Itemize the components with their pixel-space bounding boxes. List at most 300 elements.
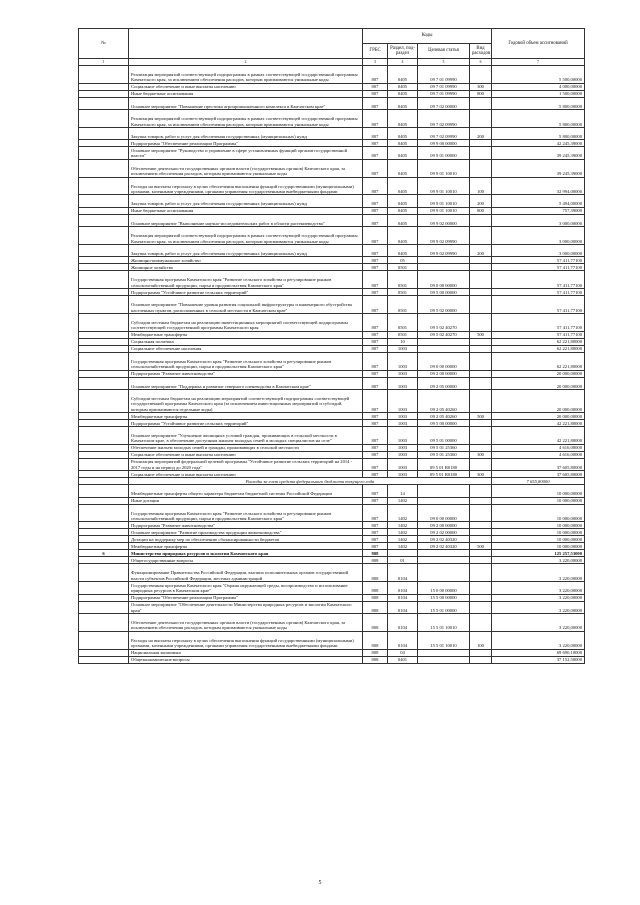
row-grbs: 807 — [363, 536, 388, 543]
row-name: Жилищно-коммунальное хозяйство — [129, 257, 363, 264]
table-header — [79, 29, 585, 66]
row-amount: 4 616,00000 — [492, 451, 585, 458]
row-expense-type — [470, 352, 492, 370]
row-name: Межбюджетные трансферты — [129, 331, 363, 338]
row-target-article — [418, 264, 470, 271]
row-number — [79, 504, 129, 522]
row-number — [79, 594, 129, 601]
row-grbs: 807 — [363, 543, 388, 550]
row-number — [79, 352, 129, 370]
row-razdel: 0104 — [388, 601, 418, 613]
table-row — [79, 195, 585, 207]
row-razdel: 1402 — [388, 529, 418, 536]
budget-table — [78, 28, 585, 664]
row-number — [79, 147, 129, 159]
row-grbs: 807 — [363, 338, 388, 345]
row-razdel: 1003 — [388, 444, 418, 451]
row-expense-type — [470, 649, 492, 656]
row-expense-type — [470, 370, 492, 377]
row-name: Основное мероприятие "Обеспечение деятельности Министерства природных ресурсов и экологии Камчатского края" — [129, 601, 363, 613]
row-number — [79, 451, 129, 458]
table-row — [79, 485, 585, 497]
row-grbs: 807 — [363, 529, 388, 536]
row-amount: 10 000,00000 — [492, 543, 585, 550]
row-grbs: 807 — [363, 370, 388, 377]
row-grbs: 807 — [363, 420, 388, 427]
row-number — [79, 127, 129, 139]
row-target-article: 09 2 02 40320 — [418, 543, 470, 550]
row-name: Закупка товаров, работ и услуг для обеспечения государственных (муниципальных) нужд — [129, 127, 363, 139]
row-grbs: 807 — [363, 127, 388, 139]
row-target-article: 09 7 01 09990 — [418, 66, 470, 84]
row-expense-type — [470, 271, 492, 289]
row-name: Иные бюджетные ассигнования — [129, 207, 363, 214]
row-target-article — [418, 338, 470, 345]
header-vr: Вид расходов — [470, 44, 492, 59]
row-number — [79, 427, 129, 445]
row-grbs: 807 — [363, 214, 388, 226]
row-name: Основное мероприятие "Повышение престижа агропромышленного комплекса в Камчатском крае" — [129, 97, 363, 109]
row-razdel: 1003 — [388, 352, 418, 370]
row-target-article: 15 5 01 00000 — [418, 601, 470, 613]
table-body — [79, 66, 585, 664]
row-razdel: 1003 — [388, 458, 418, 470]
row-razdel: 10 — [388, 338, 418, 345]
row-target-article — [418, 649, 470, 656]
row-name: Подпрограмма "Обеспечение реализации Программы" — [129, 594, 363, 601]
row-amount: 37 152,50000 — [492, 656, 585, 663]
row-amount: 3 000,00000 — [492, 244, 585, 256]
row-expense-type — [470, 656, 492, 663]
row-grbs: 807 — [363, 195, 388, 207]
header-name — [129, 29, 363, 59]
row-razdel — [388, 550, 418, 557]
table-row — [79, 127, 585, 139]
row-note: Расходы за счет средств федерального бюджета текущего года — [129, 478, 492, 485]
row-target-article: 09 2 02 00000 — [418, 529, 470, 536]
row-target-article: 09 7 01 09990 — [418, 90, 470, 97]
row-target-article: 09 5 02 00000 — [418, 296, 470, 314]
row-expense-type — [470, 159, 492, 177]
row-name: Подпрограмма "Устойчивое развитие сельских территорий" — [129, 420, 363, 427]
table-row — [79, 594, 585, 601]
row-amount: 57 411,77100 — [492, 257, 585, 264]
table-row — [79, 497, 585, 504]
table-row — [79, 451, 585, 458]
row-grbs: 807 — [363, 257, 388, 264]
table-row — [79, 227, 585, 245]
row-number — [79, 227, 129, 245]
row-grbs: 808 — [363, 557, 388, 564]
row-name: Субсидии местным бюджетам на реализацию инвестиционных мероприятий соответствующей подпрограммы соответствующей государственной программы Камчатского края — [129, 313, 363, 331]
row-grbs: 807 — [363, 458, 388, 470]
row-grbs: 807 — [363, 90, 388, 97]
row-target-article: 09 5 00 00000 — [418, 420, 470, 427]
row-number — [79, 601, 129, 613]
row-number — [79, 536, 129, 543]
row-target-article: 09 2 02 40320 — [418, 536, 470, 543]
row-target-article — [418, 557, 470, 564]
row-target-article: 09 0 00 00000 — [418, 352, 470, 370]
row-number — [79, 582, 129, 594]
table-row — [79, 345, 585, 352]
row-expense-type — [470, 444, 492, 451]
row-target-article: 09 5 01 00000 — [418, 427, 470, 445]
row-number — [79, 543, 129, 550]
header-idx-1: 1 — [79, 59, 129, 66]
row-grbs: 807 — [363, 296, 388, 314]
row-name: Национальная экономика — [129, 649, 363, 656]
row-expense-type — [470, 458, 492, 470]
row-amount: 5 500,00000 — [492, 66, 585, 84]
row-target-article — [418, 656, 470, 663]
row-amount: 7 655,80000 — [492, 478, 585, 485]
table-row — [79, 296, 585, 314]
table-row — [79, 313, 585, 331]
row-name: Социальное обеспечение и иные выплаты населению — [129, 83, 363, 90]
row-razdel: 1402 — [388, 504, 418, 522]
row-grbs: 807 — [363, 313, 388, 331]
row-grbs: 807 — [363, 331, 388, 338]
row-expense-type: 500 — [470, 413, 492, 420]
row-amount: 62 221,80000 — [492, 338, 585, 345]
row-amount: 5 800,00000 — [492, 110, 585, 128]
row-amount: 10 000,00000 — [492, 522, 585, 529]
row-target-article: 09 9 00 00000 — [418, 140, 470, 147]
row-name: Расходы на выплаты персоналу в целях обеспечения выполнения функций государственными (муниципальными) органами, казенными учреждениями, органами управления государственными внебюджетными фондами — [129, 177, 363, 195]
row-razdel: 0501 — [388, 331, 418, 338]
row-target-article: 09 2 00 00000 — [418, 522, 470, 529]
row-razdel: 1402 — [388, 497, 418, 504]
row-amount: 42 221,80000 — [492, 427, 585, 445]
row-expense-type: 200 — [470, 244, 492, 256]
row-razdel: 05 — [388, 257, 418, 264]
row-razdel: 14 — [388, 485, 418, 497]
row-number — [79, 529, 129, 536]
row-grbs: 807 — [363, 413, 388, 420]
row-target-article: 09 5 01 R0180 — [418, 458, 470, 470]
row-razdel: 0501 — [388, 264, 418, 271]
row-grbs: 807 — [363, 83, 388, 90]
row-expense-type — [470, 529, 492, 536]
row-grbs: 807 — [363, 451, 388, 458]
row-expense-type: 200 — [470, 127, 492, 139]
row-name: Государственная программа Камчатского края "Развитие сельского хозяйства и регулирование рынков сельскохозяйственной продукции, сырья и продовольствия Камчатского края" — [129, 271, 363, 289]
row-number — [79, 557, 129, 564]
row-expense-type — [470, 264, 492, 271]
header-codes: Коды — [363, 29, 492, 44]
row-amount: 37 605,80000 — [492, 458, 585, 470]
header-cs: Целевая статья — [418, 44, 470, 59]
row-expense-type — [470, 557, 492, 564]
page-number: 5 — [318, 880, 322, 886]
row-number — [79, 264, 129, 271]
table-row — [79, 564, 585, 582]
row-razdel: 0104 — [388, 582, 418, 594]
table-row — [79, 471, 585, 478]
header-idx-5: 5 — [418, 59, 470, 66]
row-number — [79, 649, 129, 656]
row-target-article: 09 5 01 R0180 — [418, 471, 470, 478]
row-expense-type — [470, 296, 492, 314]
header-num: № — [79, 29, 129, 59]
row-grbs: 808 — [363, 656, 388, 663]
row-number: 6 — [79, 550, 129, 557]
row-number — [79, 497, 129, 504]
table-row — [79, 377, 585, 389]
row-name: Основное мероприятие "Поддержка и развитие северного оленеводства в Камчатском крае" — [129, 377, 363, 389]
row-number — [79, 214, 129, 226]
row-amount: 5 800,00000 — [492, 97, 585, 109]
row-name: Основное мероприятие "Выполнение научно-исследовательских работ в области растениеводства" — [129, 214, 363, 226]
row-target-article: 09 5 01 25360 — [418, 444, 470, 451]
row-amount: 10 000,00000 — [492, 485, 585, 497]
row-number — [79, 631, 129, 649]
row-name: Межбюджетные трансферты — [129, 543, 363, 550]
row-target-article — [418, 257, 470, 264]
row-razdel: 1003 — [388, 451, 418, 458]
row-expense-type — [470, 504, 492, 522]
row-amount: 757,39000 — [492, 207, 585, 214]
row-name: Общеэкономические вопросы — [129, 656, 363, 663]
row-number — [79, 140, 129, 147]
table-row — [79, 631, 585, 649]
row-amount: 10 000,00000 — [492, 536, 585, 543]
table-row — [79, 271, 585, 289]
row-name: Обеспечение жильем молодых семей и граждан, проживающих в сельской местности — [129, 444, 363, 451]
row-amount: 62 221,80000 — [492, 352, 585, 370]
row-razdel: 0405 — [388, 244, 418, 256]
row-expense-type — [470, 389, 492, 412]
table-row — [79, 177, 585, 195]
row-grbs: 808 — [363, 594, 388, 601]
row-grbs: 807 — [363, 504, 388, 522]
row-razdel: 0405 — [388, 127, 418, 139]
row-name: Межбюджетные трансферты общего характера бюджетам бюджетной системы Российской Федерации — [129, 485, 363, 497]
table-row — [79, 370, 585, 377]
row-grbs: 807 — [363, 97, 388, 109]
row-expense-type — [470, 66, 492, 84]
row-expense-type — [470, 550, 492, 557]
row-expense-type — [470, 227, 492, 245]
row-razdel: 0405 — [388, 195, 418, 207]
row-expense-type — [470, 497, 492, 504]
row-number — [79, 97, 129, 109]
row-grbs: 808 — [363, 582, 388, 594]
row-name: Государственная программа Камчатского края "Развитие сельского хозяйства и регулирование рынков сельскохозяйственной продукции, сырья и продовольствия Камчатского края" — [129, 352, 363, 370]
row-grbs: 807 — [363, 110, 388, 128]
row-razdel: 1003 — [388, 345, 418, 352]
row-name: Жилищное хозяйство — [129, 264, 363, 271]
table-row — [79, 550, 585, 557]
row-number — [79, 83, 129, 90]
row-number — [79, 331, 129, 338]
row-amount: 4 616,00000 — [492, 444, 585, 451]
row-target-article: 09 9 01 10010 — [418, 195, 470, 207]
row-amount: 3 220,00000 — [492, 582, 585, 594]
row-razdel: 0104 — [388, 594, 418, 601]
row-number — [79, 195, 129, 207]
row-expense-type — [470, 140, 492, 147]
header-amount: Годовой объем ассигнований — [492, 29, 585, 59]
row-target-article — [418, 497, 470, 504]
row-expense-type — [470, 147, 492, 159]
row-expense-type — [470, 420, 492, 427]
row-expense-type: 800 — [470, 90, 492, 97]
row-razdel: 1003 — [388, 389, 418, 412]
row-razdel: 0405 — [388, 110, 418, 128]
row-expense-type: 300 — [470, 471, 492, 478]
row-name: Реализация мероприятий соответствующей подпрограммы в рамках соответствующей государственной программы Камчатского края, за исключением обеспечения расходов, которым присваиваются уникальные коды — [129, 227, 363, 245]
row-number — [79, 110, 129, 128]
row-expense-type: 500 — [470, 331, 492, 338]
row-amount: 125 257,53000 — [492, 550, 585, 557]
row-razdel: 0401 — [388, 656, 418, 663]
row-name: Основное мероприятие "Руководство и управление в сфере установленных функций органов государственной власти" — [129, 147, 363, 159]
row-amount: 42 245,39000 — [492, 140, 585, 147]
row-number — [79, 444, 129, 451]
row-target-article: 09 2 05 40260 — [418, 413, 470, 420]
table-row — [79, 458, 585, 470]
row-name: Обеспечение деятельности государственных органов власти (государственных органов) Камчатского края, за исключением обеспечения расходов, которым присваиваются уникальные коды — [129, 614, 363, 632]
row-grbs: 807 — [363, 147, 388, 159]
row-amount: 37 605,80000 — [492, 471, 585, 478]
row-amount: 4 000,00000 — [492, 83, 585, 90]
row-razdel: 0405 — [388, 159, 418, 177]
table-row — [79, 557, 585, 564]
row-amount: 57 411,77100 — [492, 296, 585, 314]
row-target-article: 09 9 01 10010 — [418, 159, 470, 177]
row-name: Социальная политика — [129, 338, 363, 345]
row-name: Обеспечение деятельности государственных органов власти (государственных органов) Камчатского края, за исключением обеспечения расходов, которым присваиваются уникальные коды — [129, 159, 363, 177]
row-number — [79, 413, 129, 420]
row-razdel: 0405 — [388, 177, 418, 195]
header-idx-7: 7 — [492, 59, 585, 66]
row-name: Реализация мероприятий соответствующей подпрограммы в рамках соответствующей государственной программы Камчатского края, за исключением обеспечения расходов, которым присваиваются уникальные коды — [129, 66, 363, 84]
row-grbs: 807 — [363, 271, 388, 289]
row-amount: 39 245,39000 — [492, 147, 585, 159]
row-razdel: 04 — [388, 649, 418, 656]
row-name: Социальное обеспечение населения — [129, 345, 363, 352]
row-expense-type — [470, 257, 492, 264]
row-number — [79, 345, 129, 352]
row-grbs: 807 — [363, 427, 388, 445]
row-razdel: 0405 — [388, 214, 418, 226]
table-row — [79, 159, 585, 177]
table-row — [79, 478, 585, 485]
row-name: Расходы на выплаты персоналу в целях обеспечения выполнения функций государственными (муниципальными) органами, казенными учреждениями, органами управления государственными внебюджетными фондами — [129, 631, 363, 649]
row-name: Социальное обеспечение и иные выплаты населению — [129, 471, 363, 478]
row-amount: 3 220,00000 — [492, 557, 585, 564]
row-name: Закупка товаров, работ и услуг для обеспечения государственных (муниципальных) нужд — [129, 244, 363, 256]
row-target-article: 15 0 00 00000 — [418, 582, 470, 594]
row-target-article: 09 2 05 40260 — [418, 389, 470, 412]
row-target-article — [418, 485, 470, 497]
row-amount: 3 220,00000 — [492, 564, 585, 582]
row-amount: 20 000,00000 — [492, 389, 585, 412]
row-target-article: 09 5 02 40270 — [418, 331, 470, 338]
row-expense-type — [470, 289, 492, 296]
row-amount: 57 411,77100 — [492, 289, 585, 296]
row-grbs: 807 — [363, 289, 388, 296]
row-razdel: 0104 — [388, 614, 418, 632]
row-number — [79, 66, 129, 84]
row-name: Реализация мероприятий федеральной целевой программы "Устойчивое развитие сельских территорий на 2014 - 2017 годы и на период до 2020 года" — [129, 458, 363, 470]
row-expense-type — [470, 214, 492, 226]
row-target-article: 09 9 01 10010 — [418, 177, 470, 195]
row-name: Реализация мероприятий соответствующей подпрограммы в рамках соответствующей государственной программы Камчатского края, за исключением обеспечения расходов, которым присваиваются уникальные коды — [129, 110, 363, 128]
table-row — [79, 529, 585, 536]
row-name: Подпрограмма "Устойчивое развитие сельских территорий" — [129, 289, 363, 296]
row-amount: 32 994,00000 — [492, 177, 585, 195]
row-razdel: 0405 — [388, 147, 418, 159]
row-expense-type — [470, 345, 492, 352]
row-expense-type — [470, 427, 492, 445]
row-amount: 1 500,00000 — [492, 90, 585, 97]
row-target-article: 09 0 00 00000 — [418, 504, 470, 522]
row-number — [79, 244, 129, 256]
table-row — [79, 207, 585, 214]
table-row — [79, 536, 585, 543]
row-expense-type — [470, 485, 492, 497]
row-number — [79, 296, 129, 314]
row-amount: 10 000,00000 — [492, 529, 585, 536]
row-amount: 3 220,00000 — [492, 631, 585, 649]
row-amount: 3 220,00000 — [492, 614, 585, 632]
row-amount: 10 000,00000 — [492, 497, 585, 504]
row-razdel: 0405 — [388, 207, 418, 214]
row-name: Основное мероприятие "Улучшение жилищных условий граждан, проживающих в сельской местности в Камчатском крае, в обеспечение доступным жильем молодых семей и молодых специалистов на селе" — [129, 427, 363, 445]
row-grbs: 807 — [363, 207, 388, 214]
table-row — [79, 331, 585, 338]
row-target-article: 15 5 01 10010 — [418, 614, 470, 632]
row-razdel: 0104 — [388, 631, 418, 649]
header-idx-2: 2 — [129, 59, 363, 66]
row-razdel: 0405 — [388, 90, 418, 97]
row-expense-type — [470, 110, 492, 128]
table-row — [79, 110, 585, 128]
row-amount: 5 494,00000 — [492, 195, 585, 207]
row-razdel: 0501 — [388, 313, 418, 331]
row-number — [79, 370, 129, 377]
row-number — [79, 478, 129, 485]
row-target-article: 09 5 00 00000 — [418, 289, 470, 296]
row-grbs: 807 — [363, 264, 388, 271]
row-target-article: 15 5 01 10010 — [418, 631, 470, 649]
row-grbs: 807 — [363, 66, 388, 84]
table-row — [79, 601, 585, 613]
row-number — [79, 90, 129, 97]
table-row — [79, 522, 585, 529]
row-razdel: 0501 — [388, 271, 418, 289]
row-target-article: 09 5 02 40270 — [418, 313, 470, 331]
row-grbs: 807 — [363, 177, 388, 195]
row-expense-type — [470, 601, 492, 613]
row-grbs: 808 — [363, 631, 388, 649]
row-target-article — [418, 564, 470, 582]
row-target-article: 09 0 00 00000 — [418, 271, 470, 289]
row-razdel: 1003 — [388, 427, 418, 445]
row-razdel: 0405 — [388, 227, 418, 245]
table-row — [79, 543, 585, 550]
row-grbs: 807 — [363, 471, 388, 478]
row-expense-type — [470, 97, 492, 109]
row-amount: 3 000,00000 — [492, 227, 585, 245]
row-target-article: 09 7 01 09990 — [418, 83, 470, 90]
table-row — [79, 352, 585, 370]
row-expense-type: 300 — [470, 451, 492, 458]
row-name: Министерство природных ресурсов и экологии Камчатского края — [129, 550, 363, 557]
